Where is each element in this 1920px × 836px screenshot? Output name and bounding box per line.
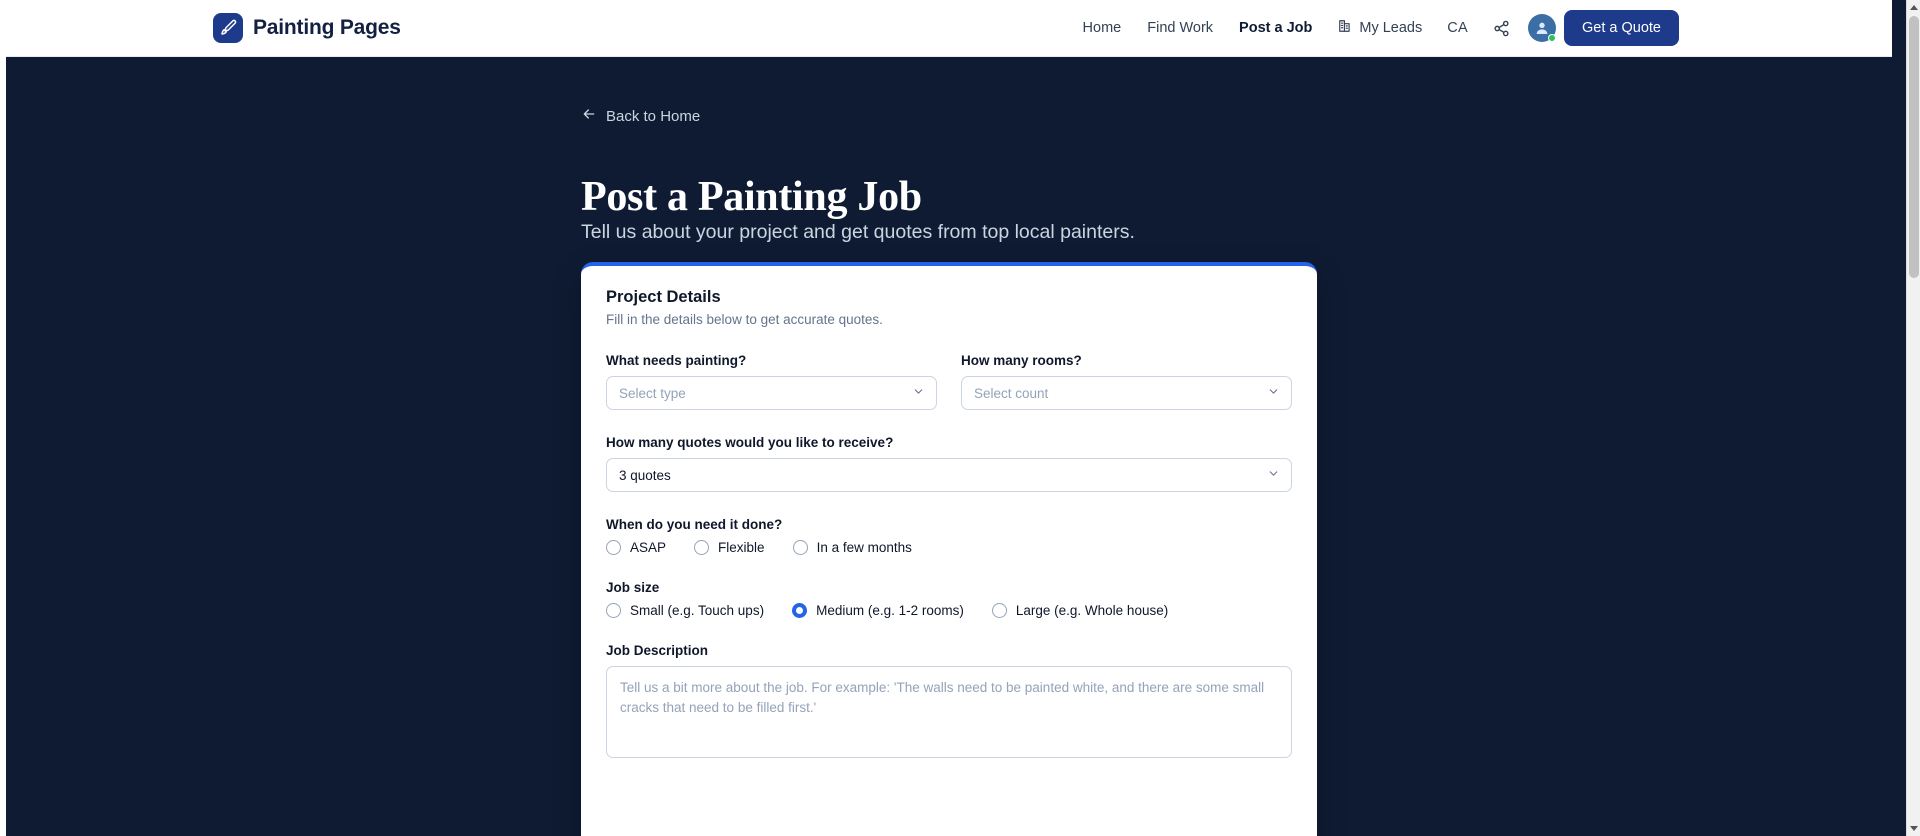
nav-my-leads[interactable] bbox=[1325, 19, 1435, 37]
timing-option-flexible-label: Flexible bbox=[718, 540, 765, 555]
page-left-margin bbox=[0, 0, 6, 836]
what-needs-painting-select[interactable] bbox=[606, 376, 937, 410]
scrollbar-thumb[interactable] bbox=[1909, 16, 1919, 278]
radio-icon bbox=[694, 540, 709, 555]
row-type-rooms bbox=[606, 353, 1292, 410]
brand-logo-group[interactable] bbox=[213, 13, 401, 43]
top-navigation-bar bbox=[0, 0, 1892, 57]
page-subtitle: Tell us about your project and get quotes from top local painters. bbox=[581, 220, 1135, 243]
timing-option-few-months[interactable] bbox=[793, 540, 912, 555]
back-to-home-label: Back to Home bbox=[606, 107, 701, 125]
job-size-option-large-label: Large (e.g. Whole house) bbox=[1015, 603, 1169, 618]
job-size-option-medium[interactable] bbox=[792, 603, 964, 618]
nav-home[interactable]: Home bbox=[1082, 19, 1122, 36]
brand-name: Painting Pages bbox=[253, 16, 401, 39]
field-how-many-quotes bbox=[606, 435, 1292, 492]
how-many-rooms-select[interactable] bbox=[961, 376, 1292, 410]
how-many-rooms-label: How many rooms? bbox=[961, 353, 1082, 368]
back-to-home-link[interactable] bbox=[581, 106, 700, 126]
job-size-option-large[interactable] bbox=[992, 603, 1168, 618]
card-subtitle: Fill in the details below to get accurate quotes. bbox=[606, 312, 883, 327]
chevron-down-icon bbox=[1267, 385, 1280, 401]
job-size-option-medium-label: Medium (e.g. 1-2 rooms) bbox=[816, 603, 964, 618]
online-status-dot bbox=[1548, 34, 1556, 42]
scroll-down-arrow-icon[interactable] bbox=[1907, 821, 1920, 836]
field-job-description bbox=[606, 643, 1292, 763]
job-size-label: Job size bbox=[606, 580, 660, 595]
page-content bbox=[6, 57, 1892, 836]
timing-option-flexible[interactable] bbox=[694, 540, 765, 555]
share-icon[interactable] bbox=[1486, 13, 1516, 43]
scroll-up-arrow-icon[interactable] bbox=[1907, 0, 1920, 15]
nav-post-a-job[interactable]: Post a Job bbox=[1239, 19, 1313, 36]
avatar[interactable] bbox=[1528, 14, 1556, 42]
field-what-needs-painting bbox=[606, 353, 937, 410]
job-size-option-small[interactable] bbox=[606, 603, 764, 618]
how-many-rooms-value: Select count bbox=[974, 385, 1049, 401]
field-how-many-rooms bbox=[961, 353, 1292, 410]
radio-checked-icon bbox=[792, 603, 807, 618]
field-job-size bbox=[606, 580, 1292, 618]
how-many-quotes-label: How many quotes would you like to receive? bbox=[606, 435, 894, 450]
arrow-left-icon bbox=[581, 106, 597, 126]
timing-option-asap[interactable] bbox=[606, 540, 666, 555]
card-title: Project Details bbox=[606, 288, 721, 306]
chevron-down-icon bbox=[1267, 467, 1280, 483]
job-size-option-small-label: Small (e.g. Touch ups) bbox=[630, 603, 765, 618]
how-many-quotes-select[interactable] bbox=[606, 458, 1292, 492]
timing-option-asap-label: ASAP bbox=[630, 540, 667, 555]
radio-icon bbox=[606, 540, 621, 555]
job-description-label: Job Description bbox=[606, 643, 709, 658]
chevron-down-icon bbox=[912, 385, 925, 401]
timing-option-few-months-label: In a few months bbox=[816, 540, 912, 555]
paint-brush-icon bbox=[213, 13, 243, 43]
country-code-selector[interactable]: CA bbox=[1447, 20, 1468, 36]
what-needs-painting-label: What needs painting? bbox=[606, 353, 747, 368]
vertical-scrollbar[interactable] bbox=[1906, 0, 1920, 836]
radio-icon bbox=[992, 603, 1007, 618]
how-many-quotes-value: 3 quotes bbox=[619, 467, 671, 483]
job-description-textarea[interactable] bbox=[606, 666, 1292, 758]
nav-links-group bbox=[1070, 0, 1679, 57]
project-details-card bbox=[581, 262, 1317, 836]
nav-find-work[interactable]: Find Work bbox=[1147, 19, 1214, 36]
building-icon bbox=[1338, 19, 1352, 37]
page-title: Post a Painting Job bbox=[581, 174, 922, 221]
what-needs-painting-value: Select type bbox=[619, 385, 686, 401]
get-a-quote-button[interactable]: Get a Quote bbox=[1564, 10, 1679, 46]
field-timing bbox=[606, 517, 1292, 555]
radio-icon bbox=[793, 540, 808, 555]
nav-my-leads-label: My Leads bbox=[1359, 20, 1423, 36]
job-size-radio-group bbox=[606, 603, 1292, 618]
timing-label: When do you need it done? bbox=[606, 517, 783, 532]
radio-icon bbox=[606, 603, 621, 618]
timing-radio-group bbox=[606, 540, 1292, 555]
